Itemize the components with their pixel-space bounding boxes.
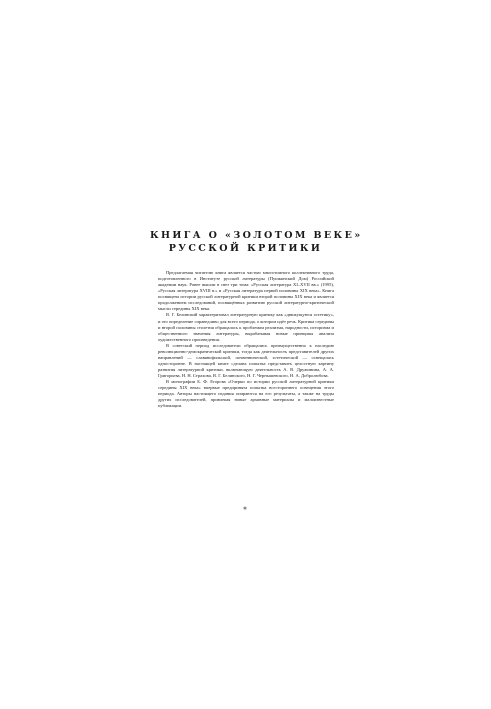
chapter-title-line-1: КНИГА О «ЗОЛОТОМ ВЕКЕ» — [150, 230, 363, 241]
body-text — [158, 270, 334, 409]
paragraph: В монографии Б. Ф. Егорова «Очерки по истории русской литературной критики середины XIX века» впервые предпринята попытка всестороннего освещения этого периода. Авторы настоящего издания опираются на его результаты, а также на труды других исследователей, привлекая новые архивные материалы и малоизвестные публикации. — [158, 379, 334, 409]
paragraph: Предлагаемая читателю книга является частью многотомного коллективного труда, подготовленного в Институте русской литературы (Пушкинский Дом) Российской академии наук. Ранее вышли в свет три тома: «Русская литература XI–XVII вв.» (1995), «Русская литература XVIII в.» и «Русская литература первой половины XIX века». Книга посвящена истории русской литературной критики второй половины XIX века и является продолжением исследований, посвящённых развитию русской литературно-критической мысли середины XIX века. — [158, 270, 334, 312]
paragraph: В советский период исследователи обращались преимущественно к наследию революционно-демократической критики, тогда как деятельность представителей других направлений — славянофильской, почвеннической, эстетической — освещалась односторонне. В настоящей книге сделана попытка представить целостную картину развития литературной критики, включающую деятельность А. В. Дружинина, А. А. Григорьева, Н. Н. Страхова, В. Г. Белинского, Н. Г. Чернышевского, Н. А. Добролюбова. — [158, 342, 334, 379]
chapter-title-line-2: РУССКОЙ КРИТИКИ — [168, 243, 323, 254]
page-mark: * — [243, 506, 247, 514]
paragraph: В. Г. Белинский характеризовал литературную критику как «движущуюся эстетику», и это определение справедливо для всего периода, о котором идёт речь. Критика середины и второй половины столетия обращалась к проблемам реализма, народности, историзма и общественного значения литературы, вырабатывая новые принципы анализа художественного произведения. — [158, 312, 334, 342]
chapter-title — [150, 229, 363, 255]
